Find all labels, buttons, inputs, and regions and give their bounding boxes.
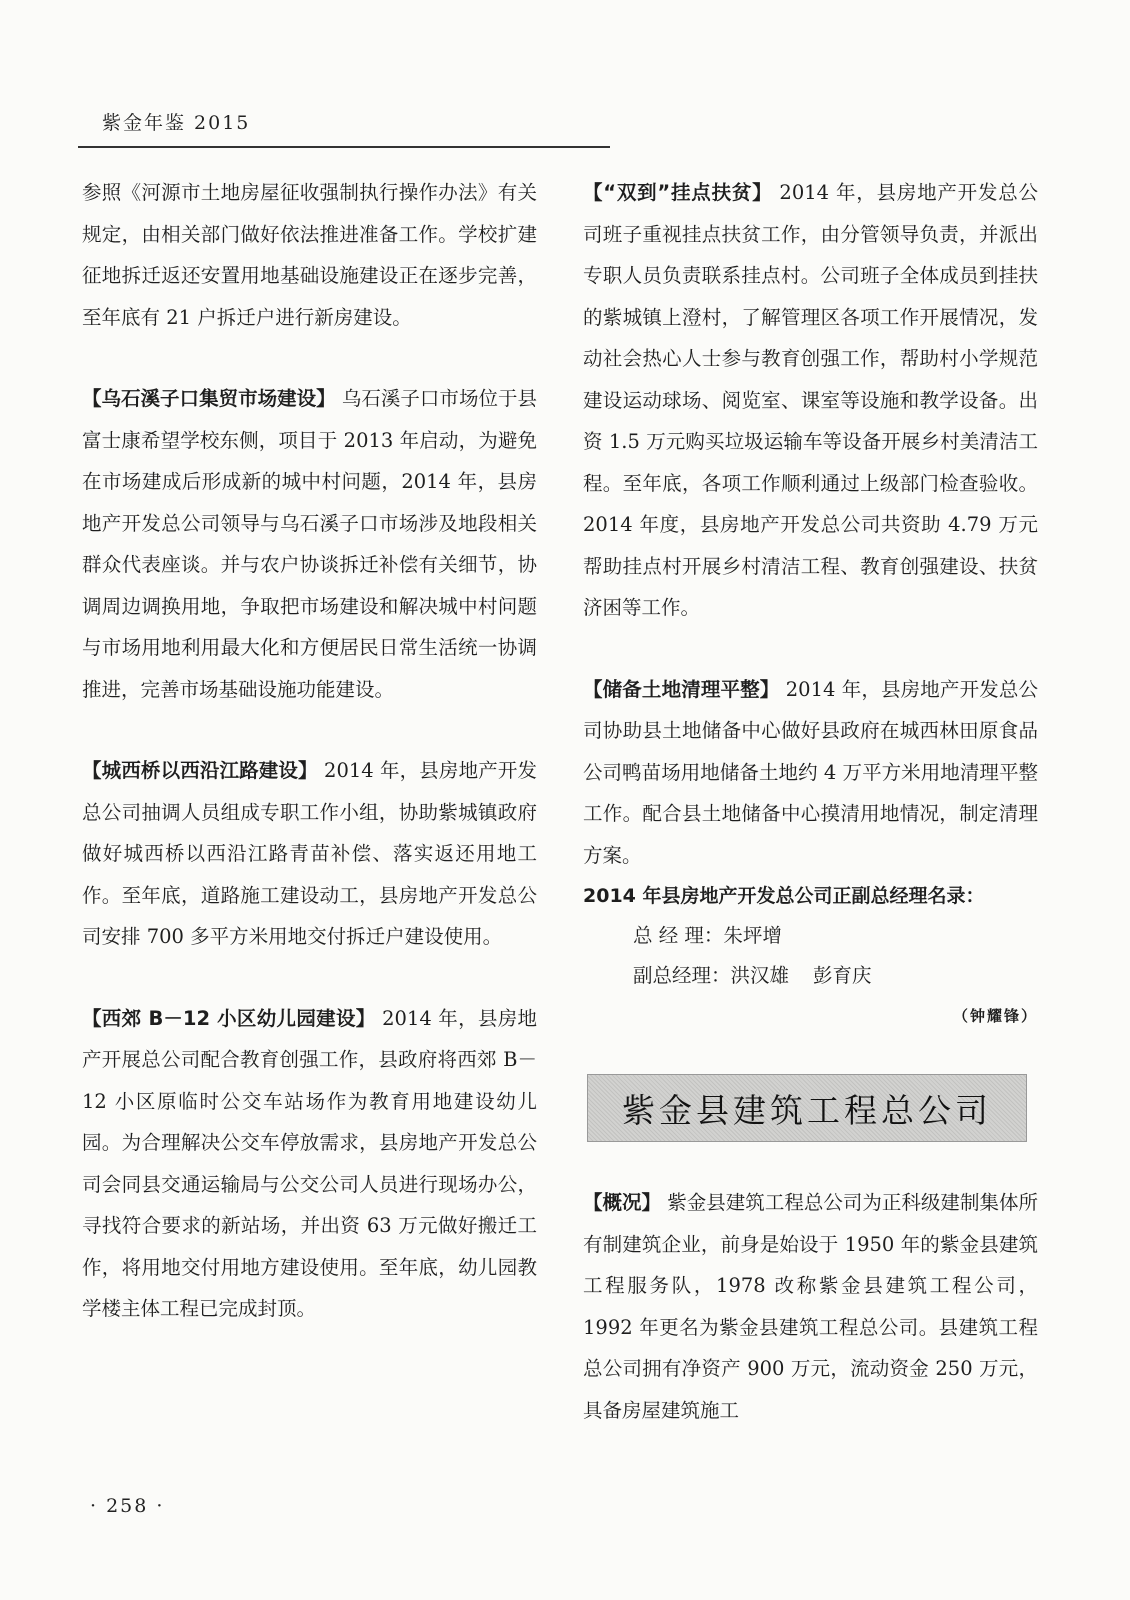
article-paragraph: [583, 1182, 1038, 1431]
article-paragraph: [82, 998, 537, 1330]
paragraph-text: 2014 年，县房地产开展总公司配合教育创强工作，县政府将西郊 B－12 小区原临时公交车站场作为教育用地建设幼儿园。为合理解决公交车停放需求，县房地产开发总公司会同县交通运输局与公交公司人员进行现场办公，寻找符合要求的新站场，并出资 63 万元做好搬迁工作，将用地交付用地方建设使用。至年底，幼儿园教学楼主体工程已完成封顶。: [82, 1006, 537, 1320]
article-paragraph: [82, 378, 537, 710]
roster-label: 副总经理：: [633, 964, 731, 987]
roster-label: 总 经 理：: [633, 924, 724, 947]
paragraph-heading: 【储备土地清理平整】: [583, 677, 780, 701]
roster-name: 朱坪增: [723, 924, 782, 947]
article-paragraph: [583, 172, 1038, 629]
article-paragraph: [583, 669, 1038, 877]
author-credit: （钟耀锋）: [952, 1007, 1038, 1025]
paragraph-heading: 【“双到”挂点扶贫】: [583, 181, 773, 204]
paragraph-text: 乌石溪子口市场位于县富士康希望学校东侧，项目于 2013 年启动，为避免在市场建成后形成新的城中村问题，2014 年，县房地产开发总公司领导与乌石溪子口市场涉及地段相关群众代表座谈。并与农户协谈拆迁补偿有关细节，协调周边调换用地，争取把市场建设和解决城中村问题与市场用地利用最大化和方便居民日常生活统一协调推进，完善市场基础设施功能建设。: [82, 387, 537, 701]
header-rule: [78, 146, 610, 148]
paragraph-text: 紫金县建筑工程总公司为正科级建制集体所有制建筑企业，前身是始设于 1950 年的紫金县建筑工程服务队，1978 改称紫金县建筑工程公司，1992 年更名为紫金县建筑工程总公司。县建筑工程总公司拥有净资产 900 万元，流动资金 250 万元，具备房屋建筑施工: [583, 1191, 1038, 1422]
paragraph-heading: 【西郊 B－12 小区幼儿园建设】: [82, 1006, 376, 1030]
paragraph-heading: 【城西桥以西沿江路建设】: [82, 759, 318, 782]
paragraph-heading: 【乌石溪子口集贸市场建设】: [82, 387, 336, 410]
paragraph-text: 2014 年，县房地产开发总公司班子重视挂点扶贫工作，由分管领导负责，并派出专职人员负责联系挂点村。公司班子全体成员到挂扶的紫城镇上澄村，了解管理区各项工作开展情况，发动社会热心人士参与教育创强工作，帮助村小学规范建设运动球场、阅览室、课室等设施和教学设备。出资 1.5 万元购买垃圾运输车等设备开展乡村美清洁工程。至年底，各项工作顺利通过上级部门检查验收。2014 年度，县房地产开发总公司共资助 4.79 万元帮助挂点村开展乡村清洁工程、教育创强建设、扶贫济困等工作。: [583, 181, 1039, 619]
right-column: [583, 172, 1038, 1471]
article-paragraph: [82, 172, 537, 338]
roster-general-manager: [583, 916, 1038, 956]
left-column: [82, 172, 537, 1370]
page-number: · 258 ·: [90, 1495, 165, 1517]
paragraph-text: 2014 年，县房地产开发总公司协助县土地储备中心做好县政府在城西林田原食品公司鸭苗场用地储备土地约 4 万平方米用地清理平整工作。配合县土地储备中心摸清用地情况，制定清理方案。: [583, 677, 1038, 867]
paragraph-heading: 【概况】: [583, 1191, 662, 1214]
roster-name: 彭育庆: [813, 964, 872, 987]
section-title-banner: 紫金县建筑工程总公司: [587, 1074, 1027, 1142]
roster-title: 2014 年县房地产开发总公司正副总经理名录：: [583, 885, 985, 907]
roster-name: 洪汉雄: [730, 964, 790, 987]
roster-deputy-managers: [583, 956, 1038, 996]
paragraph-text: 2014 年，县房地产开发总公司抽调人员组成专职工作小组，协助紫城镇政府做好城西桥以西沿江路青苗补偿、落实返还用地工作。至年底，道路施工建设动工，县房地产开发总公司安排 700 多平方米用地交付拆迁户建设使用。: [82, 759, 537, 948]
paragraph-text: 参照《河源市土地房屋征收强制执行操作办法》有关规定，由相关部门做好依法推进准备工作。学校扩建征地拆迁返还安置用地基础设施建设正在逐步完善，至年底有 21 户拆迁户进行新房建设。: [82, 181, 537, 329]
running-title: 紫金年鉴 2015: [102, 112, 251, 134]
article-paragraph: [82, 750, 537, 958]
